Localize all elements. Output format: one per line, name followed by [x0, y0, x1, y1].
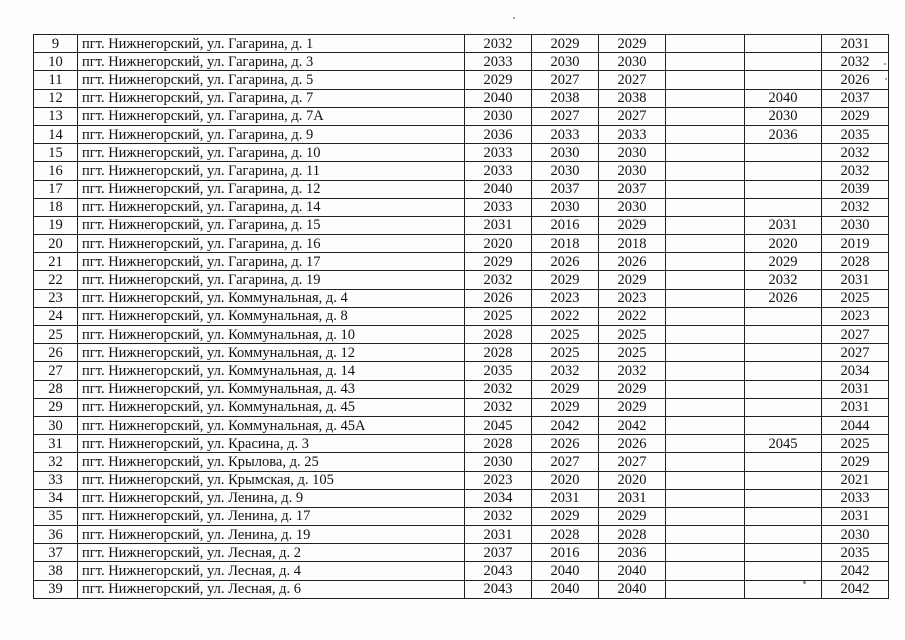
row-number-cell: 24 — [34, 307, 78, 325]
row-number-cell: 20 — [34, 235, 78, 253]
row-number-cell: 37 — [34, 544, 78, 562]
table-row — [34, 362, 889, 380]
address-cell: пгт. Нижнегорский, ул. Гагарина, д. 10 — [78, 144, 465, 162]
table-row — [34, 216, 889, 234]
year-col-1-cell: 2043 — [465, 580, 532, 598]
year-col-2-cell: 2016 — [532, 216, 599, 234]
row-number-cell: 31 — [34, 435, 78, 453]
year-col-5-cell: 2040 — [745, 89, 822, 107]
year-col-6-cell: 2034 — [822, 362, 889, 380]
year-col-5-cell: 2026 — [745, 289, 822, 307]
year-col-3-cell: 2020 — [599, 471, 666, 489]
year-col-4-cell — [666, 71, 745, 89]
housing-repair-schedule-table — [33, 34, 889, 599]
table-row — [34, 544, 889, 562]
year-col-2-cell: 2020 — [532, 471, 599, 489]
year-col-1-cell: 2028 — [465, 326, 532, 344]
year-col-6-cell: 2027 — [822, 344, 889, 362]
row-number-cell: 10 — [34, 53, 78, 71]
year-col-1-cell: 2032 — [465, 507, 532, 525]
address-cell: пгт. Нижнегорский, ул. Ленина, д. 9 — [78, 489, 465, 507]
year-col-6-cell: 2032 — [822, 198, 889, 216]
year-col-3-cell: 2029 — [599, 507, 666, 525]
year-col-6-cell: 2039 — [822, 180, 889, 198]
year-col-2-cell: 2037 — [532, 180, 599, 198]
year-col-1-cell: 2029 — [465, 71, 532, 89]
year-col-4-cell — [666, 289, 745, 307]
year-col-5-cell — [745, 53, 822, 71]
year-col-5-cell — [745, 162, 822, 180]
year-col-4-cell — [666, 53, 745, 71]
address-cell: пгт. Нижнегорский, ул. Гагарина, д. 9 — [78, 125, 465, 143]
year-col-6-cell: 2029 — [822, 107, 889, 125]
year-col-2-cell: 2025 — [532, 326, 599, 344]
table-row — [34, 71, 889, 89]
address-cell: пгт. Нижнегорский, ул. Коммунальная, д. 10 — [78, 326, 465, 344]
year-col-2-cell: 2030 — [532, 162, 599, 180]
year-col-4-cell — [666, 326, 745, 344]
address-cell: пгт. Нижнегорский, ул. Ленина, д. 17 — [78, 507, 465, 525]
year-col-3-cell: 2022 — [599, 307, 666, 325]
year-col-6-cell: 2037 — [822, 89, 889, 107]
year-col-5-cell: 2032 — [745, 271, 822, 289]
year-col-2-cell: 2030 — [532, 144, 599, 162]
year-col-4-cell — [666, 271, 745, 289]
year-col-4-cell — [666, 435, 745, 453]
year-col-2-cell: 2032 — [532, 362, 599, 380]
year-col-2-cell: 2040 — [532, 580, 599, 598]
row-number-cell: 35 — [34, 507, 78, 525]
year-col-5-cell: 2031 — [745, 216, 822, 234]
year-col-5-cell — [745, 471, 822, 489]
table-row — [34, 453, 889, 471]
year-col-3-cell: 2027 — [599, 453, 666, 471]
year-col-4-cell — [666, 580, 745, 598]
year-col-5-cell — [745, 35, 822, 53]
year-col-1-cell: 2045 — [465, 416, 532, 434]
year-col-2-cell: 2030 — [532, 53, 599, 71]
year-col-6-cell: 2033 — [822, 489, 889, 507]
year-col-3-cell: 2029 — [599, 271, 666, 289]
table-row — [34, 344, 889, 362]
row-number-cell: 17 — [34, 180, 78, 198]
year-col-5-cell: 2020 — [745, 235, 822, 253]
table-body — [34, 35, 889, 599]
year-col-4-cell — [666, 35, 745, 53]
year-col-5-cell — [745, 507, 822, 525]
table-row — [34, 471, 889, 489]
table-row — [34, 235, 889, 253]
row-number-cell: 36 — [34, 526, 78, 544]
year-col-3-cell: 2026 — [599, 435, 666, 453]
year-col-6-cell: 2031 — [822, 398, 889, 416]
year-col-1-cell: 2030 — [465, 453, 532, 471]
table-row — [34, 89, 889, 107]
year-col-2-cell: 2029 — [532, 507, 599, 525]
scan-speck — [885, 78, 887, 80]
address-cell: пгт. Нижнегорский, ул. Ленина, д. 19 — [78, 526, 465, 544]
year-col-6-cell: 2031 — [822, 271, 889, 289]
row-number-cell: 34 — [34, 489, 78, 507]
year-col-1-cell: 2035 — [465, 362, 532, 380]
table-row — [34, 144, 889, 162]
year-col-4-cell — [666, 380, 745, 398]
year-col-6-cell: 2031 — [822, 507, 889, 525]
year-col-2-cell: 2023 — [532, 289, 599, 307]
year-col-2-cell: 2026 — [532, 435, 599, 453]
address-cell: пгт. Нижнегорский, ул. Лесная, д. 2 — [78, 544, 465, 562]
year-col-6-cell: 2035 — [822, 125, 889, 143]
table-row — [34, 271, 889, 289]
year-col-6-cell: 2025 — [822, 435, 889, 453]
year-col-1-cell: 2031 — [465, 216, 532, 234]
row-number-cell: 21 — [34, 253, 78, 271]
year-col-2-cell: 2029 — [532, 35, 599, 53]
year-col-1-cell: 2028 — [465, 435, 532, 453]
year-col-6-cell: 2042 — [822, 580, 889, 598]
year-col-1-cell: 2032 — [465, 398, 532, 416]
row-number-cell: 13 — [34, 107, 78, 125]
address-cell: пгт. Нижнегорский, ул. Коммунальная, д. 14 — [78, 362, 465, 380]
year-col-5-cell: 2030 — [745, 107, 822, 125]
year-col-3-cell: 2029 — [599, 398, 666, 416]
address-cell: пгт. Нижнегорский, ул. Гагарина, д. 1 — [78, 35, 465, 53]
year-col-3-cell: 2038 — [599, 89, 666, 107]
table-row — [34, 307, 889, 325]
year-col-2-cell: 2027 — [532, 71, 599, 89]
year-col-6-cell: 2021 — [822, 471, 889, 489]
row-number-cell: 18 — [34, 198, 78, 216]
year-col-5-cell — [745, 380, 822, 398]
year-col-4-cell — [666, 453, 745, 471]
year-col-6-cell: 2032 — [822, 144, 889, 162]
year-col-5-cell — [745, 326, 822, 344]
year-col-6-cell: 2030 — [822, 526, 889, 544]
year-col-5-cell — [745, 344, 822, 362]
address-cell: пгт. Нижнегорский, ул. Гагарина, д. 16 — [78, 235, 465, 253]
address-cell: пгт. Нижнегорский, ул. Коммунальная, д. 43 — [78, 380, 465, 398]
table-row — [34, 35, 889, 53]
year-col-3-cell: 2026 — [599, 253, 666, 271]
table-row — [34, 416, 889, 434]
year-col-3-cell: 2031 — [599, 489, 666, 507]
year-col-6-cell: 2035 — [822, 544, 889, 562]
year-col-4-cell — [666, 362, 745, 380]
address-cell: пгт. Нижнегорский, ул. Гагарина, д. 19 — [78, 271, 465, 289]
year-col-6-cell: 2029 — [822, 453, 889, 471]
year-col-3-cell: 2025 — [599, 326, 666, 344]
address-cell: пгт. Нижнегорский, ул. Лесная, д. 6 — [78, 580, 465, 598]
row-number-cell: 9 — [34, 35, 78, 53]
address-cell: пгт. Нижнегорский, ул. Гагарина, д. 3 — [78, 53, 465, 71]
year-col-4-cell — [666, 562, 745, 580]
row-number-cell: 29 — [34, 398, 78, 416]
year-col-2-cell: 2033 — [532, 125, 599, 143]
year-col-1-cell: 2043 — [465, 562, 532, 580]
year-col-3-cell: 2029 — [599, 380, 666, 398]
address-cell: пгт. Нижнегорский, ул. Коммунальная, д. 12 — [78, 344, 465, 362]
address-cell: пгт. Нижнегорский, ул. Красина, д. 3 — [78, 435, 465, 453]
table-row — [34, 507, 889, 525]
year-col-6-cell: 2019 — [822, 235, 889, 253]
year-col-6-cell: 2026 — [822, 71, 889, 89]
year-col-2-cell: 2022 — [532, 307, 599, 325]
scan-speck — [803, 581, 806, 584]
year-col-6-cell: 2044 — [822, 416, 889, 434]
year-col-2-cell: 2028 — [532, 526, 599, 544]
table-row — [34, 380, 889, 398]
address-cell: пгт. Нижнегорский, ул. Лесная, д. 4 — [78, 562, 465, 580]
year-col-2-cell: 2030 — [532, 198, 599, 216]
year-col-5-cell — [745, 453, 822, 471]
year-col-6-cell: 2042 — [822, 562, 889, 580]
year-col-6-cell: 2027 — [822, 326, 889, 344]
year-col-6-cell: 2025 — [822, 289, 889, 307]
year-col-5-cell — [745, 526, 822, 544]
year-col-1-cell: 2031 — [465, 526, 532, 544]
year-col-6-cell: 2031 — [822, 35, 889, 53]
year-col-3-cell: 2030 — [599, 198, 666, 216]
year-col-4-cell — [666, 144, 745, 162]
year-col-6-cell: 2031 — [822, 380, 889, 398]
row-number-cell: 32 — [34, 453, 78, 471]
table-row — [34, 435, 889, 453]
year-col-2-cell: 2016 — [532, 544, 599, 562]
year-col-2-cell: 2029 — [532, 398, 599, 416]
year-col-5-cell — [745, 307, 822, 325]
address-cell: пгт. Нижнегорский, ул. Гагарина, д. 5 — [78, 71, 465, 89]
year-col-4-cell — [666, 507, 745, 525]
year-col-6-cell: 2028 — [822, 253, 889, 271]
year-col-5-cell — [745, 416, 822, 434]
year-col-1-cell: 2033 — [465, 162, 532, 180]
year-col-4-cell — [666, 162, 745, 180]
row-number-cell: 33 — [34, 471, 78, 489]
row-number-cell: 26 — [34, 344, 78, 362]
year-col-5-cell: 2036 — [745, 125, 822, 143]
address-cell: пгт. Нижнегорский, ул. Гагарина, д. 15 — [78, 216, 465, 234]
year-col-2-cell: 2042 — [532, 416, 599, 434]
year-col-2-cell: 2027 — [532, 453, 599, 471]
year-col-3-cell: 2028 — [599, 526, 666, 544]
row-number-cell: 23 — [34, 289, 78, 307]
year-col-4-cell — [666, 526, 745, 544]
row-number-cell: 15 — [34, 144, 78, 162]
year-col-3-cell: 2033 — [599, 125, 666, 143]
row-number-cell: 39 — [34, 580, 78, 598]
address-cell: пгт. Нижнегорский, ул. Гагарина, д. 14 — [78, 198, 465, 216]
table-row — [34, 125, 889, 143]
year-col-5-cell — [745, 489, 822, 507]
year-col-3-cell: 2037 — [599, 180, 666, 198]
year-col-2-cell: 2029 — [532, 271, 599, 289]
table-row — [34, 253, 889, 271]
year-col-1-cell: 2026 — [465, 289, 532, 307]
year-col-1-cell: 2023 — [465, 471, 532, 489]
year-col-3-cell: 2030 — [599, 144, 666, 162]
year-col-2-cell: 2025 — [532, 344, 599, 362]
year-col-1-cell: 2028 — [465, 344, 532, 362]
year-col-5-cell — [745, 398, 822, 416]
year-col-4-cell — [666, 416, 745, 434]
year-col-1-cell: 2032 — [465, 271, 532, 289]
year-col-4-cell — [666, 253, 745, 271]
address-cell: пгт. Нижнегорский, ул. Гагарина, д. 7 — [78, 89, 465, 107]
year-col-6-cell: 2023 — [822, 307, 889, 325]
year-col-1-cell: 2020 — [465, 235, 532, 253]
year-col-3-cell: 2036 — [599, 544, 666, 562]
year-col-5-cell: 2029 — [745, 253, 822, 271]
year-col-6-cell: 2030 — [822, 216, 889, 234]
table-row — [34, 107, 889, 125]
year-col-5-cell — [745, 362, 822, 380]
year-col-6-cell: 2032 — [822, 53, 889, 71]
year-col-3-cell: 2023 — [599, 289, 666, 307]
scan-speck — [513, 17, 515, 19]
row-number-cell: 28 — [34, 380, 78, 398]
address-cell: пгт. Нижнегорский, ул. Коммунальная, д. 45 — [78, 398, 465, 416]
row-number-cell: 38 — [34, 562, 78, 580]
address-cell: пгт. Нижнегорский, ул. Коммунальная, д. 8 — [78, 307, 465, 325]
year-col-4-cell — [666, 216, 745, 234]
year-col-4-cell — [666, 198, 745, 216]
year-col-4-cell — [666, 235, 745, 253]
address-cell: пгт. Нижнегорский, ул. Гагарина, д. 7А — [78, 107, 465, 125]
year-col-3-cell: 2029 — [599, 35, 666, 53]
address-cell: пгт. Нижнегорский, ул. Крымская, д. 105 — [78, 471, 465, 489]
year-col-1-cell: 2036 — [465, 125, 532, 143]
year-col-1-cell: 2029 — [465, 253, 532, 271]
year-col-2-cell: 2029 — [532, 380, 599, 398]
year-col-3-cell: 2040 — [599, 580, 666, 598]
address-cell: пгт. Нижнегорский, ул. Гагарина, д. 11 — [78, 162, 465, 180]
year-col-1-cell: 2025 — [465, 307, 532, 325]
year-col-1-cell: 2033 — [465, 53, 532, 71]
year-col-4-cell — [666, 125, 745, 143]
year-col-2-cell: 2026 — [532, 253, 599, 271]
year-col-3-cell: 2030 — [599, 53, 666, 71]
year-col-5-cell — [745, 71, 822, 89]
year-col-4-cell — [666, 89, 745, 107]
table-row — [34, 289, 889, 307]
row-number-cell: 25 — [34, 326, 78, 344]
table-row — [34, 398, 889, 416]
year-col-4-cell — [666, 107, 745, 125]
year-col-1-cell: 2034 — [465, 489, 532, 507]
row-number-cell: 14 — [34, 125, 78, 143]
year-col-5-cell — [745, 198, 822, 216]
table-row — [34, 162, 889, 180]
year-col-3-cell: 2030 — [599, 162, 666, 180]
year-col-1-cell: 2030 — [465, 107, 532, 125]
year-col-5-cell — [745, 562, 822, 580]
year-col-2-cell: 2040 — [532, 562, 599, 580]
table-row — [34, 526, 889, 544]
year-col-3-cell: 2025 — [599, 344, 666, 362]
year-col-5-cell — [745, 180, 822, 198]
year-col-2-cell: 2027 — [532, 107, 599, 125]
year-col-2-cell: 2018 — [532, 235, 599, 253]
year-col-4-cell — [666, 344, 745, 362]
year-col-4-cell — [666, 398, 745, 416]
row-number-cell: 12 — [34, 89, 78, 107]
table-row — [34, 326, 889, 344]
row-number-cell: 22 — [34, 271, 78, 289]
year-col-5-cell — [745, 580, 822, 598]
address-cell: пгт. Нижнегорский, ул. Гагарина, д. 17 — [78, 253, 465, 271]
year-col-3-cell: 2018 — [599, 235, 666, 253]
table-row — [34, 198, 889, 216]
table-row — [34, 580, 889, 598]
year-col-1-cell: 2040 — [465, 180, 532, 198]
year-col-5-cell — [745, 544, 822, 562]
row-number-cell: 19 — [34, 216, 78, 234]
table-row — [34, 180, 889, 198]
year-col-1-cell: 2040 — [465, 89, 532, 107]
year-col-4-cell — [666, 471, 745, 489]
year-col-1-cell: 2033 — [465, 144, 532, 162]
scan-speck — [884, 63, 886, 65]
address-cell: пгт. Нижнегорский, ул. Крылова, д. 25 — [78, 453, 465, 471]
table-row — [34, 562, 889, 580]
year-col-3-cell: 2029 — [599, 216, 666, 234]
year-col-1-cell: 2037 — [465, 544, 532, 562]
year-col-6-cell: 2032 — [822, 162, 889, 180]
table-row — [34, 489, 889, 507]
year-col-2-cell: 2031 — [532, 489, 599, 507]
year-col-4-cell — [666, 489, 745, 507]
year-col-1-cell: 2032 — [465, 35, 532, 53]
year-col-4-cell — [666, 544, 745, 562]
address-cell: пгт. Нижнегорский, ул. Коммунальная, д. 45А — [78, 416, 465, 434]
row-number-cell: 27 — [34, 362, 78, 380]
year-col-4-cell — [666, 307, 745, 325]
year-col-1-cell: 2032 — [465, 380, 532, 398]
address-cell: пгт. Нижнегорский, ул. Гагарина, д. 12 — [78, 180, 465, 198]
year-col-3-cell: 2040 — [599, 562, 666, 580]
year-col-4-cell — [666, 180, 745, 198]
year-col-5-cell: 2045 — [745, 435, 822, 453]
row-number-cell: 11 — [34, 71, 78, 89]
year-col-2-cell: 2038 — [532, 89, 599, 107]
year-col-3-cell: 2042 — [599, 416, 666, 434]
year-col-3-cell: 2032 — [599, 362, 666, 380]
year-col-3-cell: 2027 — [599, 107, 666, 125]
address-cell: пгт. Нижнегорский, ул. Коммунальная, д. 4 — [78, 289, 465, 307]
row-number-cell: 16 — [34, 162, 78, 180]
year-col-5-cell — [745, 144, 822, 162]
year-col-3-cell: 2027 — [599, 71, 666, 89]
row-number-cell: 30 — [34, 416, 78, 434]
table-row — [34, 53, 889, 71]
year-col-1-cell: 2033 — [465, 198, 532, 216]
